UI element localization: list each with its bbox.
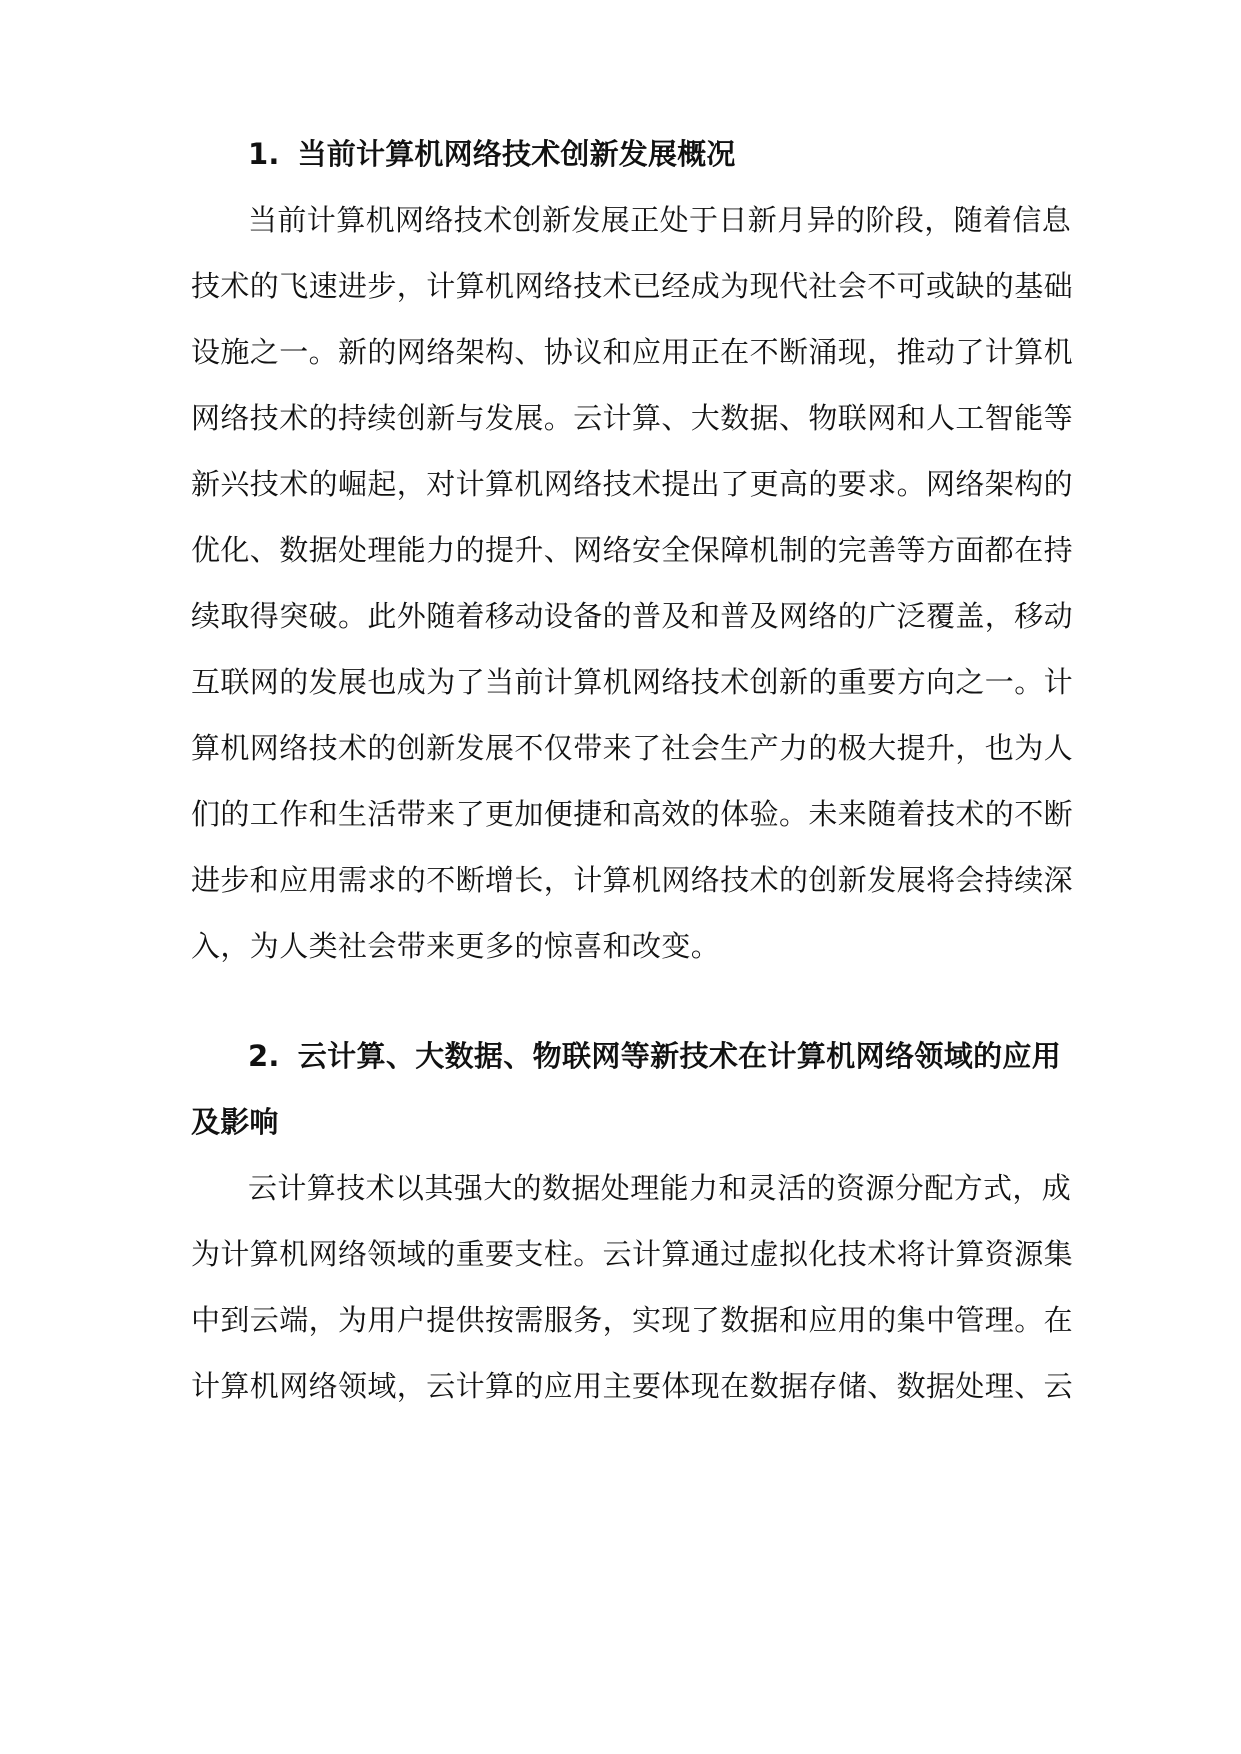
paragraph-line: 设施之一。新的网络架构、协议和应用正在不断涌现，推动了计算机 bbox=[191, 335, 1074, 369]
paragraph-line: 互联网的发展也成为了当前计算机网络技术创新的重要方向之一。计 bbox=[191, 665, 1074, 699]
paragraph-line: 为计算机网络领域的重要支柱。云计算通过虚拟化技术将计算资源集 bbox=[191, 1237, 1074, 1271]
paragraph-line: 算机网络技术的创新发展不仅带来了社会生产力的极大提升，也为人 bbox=[191, 731, 1074, 765]
paragraph-line: 计算机网络领域，云计算的应用主要体现在数据存储、数据处理、云 bbox=[191, 1369, 1074, 1403]
section-1-heading bbox=[248, 132, 1061, 176]
paragraph-line: 网络技术的持续创新与发展。云计算、大数据、物联网和人工智能等 bbox=[191, 401, 1074, 435]
section-2-title-line-1: 云计算、大数据、物联网等新技术在计算机网络领域的应用 bbox=[297, 1039, 1061, 1073]
paragraph-line: 新兴技术的崛起，对计算机网络技术提出了更高的要求。网络架构的 bbox=[191, 467, 1074, 501]
paragraph-line: 技术的飞速进步，计算机网络技术已经成为现代社会不可或缺的基础 bbox=[191, 269, 1074, 303]
section-2-number: 2. bbox=[248, 1039, 280, 1073]
paragraph-line: 续取得突破。此外随着移动设备的普及和普及网络的广泛覆盖，移动 bbox=[191, 599, 1074, 633]
section-1-number: 1. bbox=[248, 137, 280, 171]
paragraph-line: 优化、数据处理能力的提升、网络安全保障机制的完善等方面都在持 bbox=[191, 533, 1074, 567]
paragraph-line: 中到云端，为用户提供按需服务，实现了数据和应用的集中管理。在 bbox=[191, 1303, 1074, 1337]
section-2-heading bbox=[248, 1034, 1061, 1078]
paragraph-line-last: 入，为人类社会带来更多的惊喜和改变。 bbox=[191, 929, 721, 963]
section-2-title-line-2: 及影响 bbox=[191, 1105, 279, 1139]
paragraph-line: 们的工作和生活带来了更加便捷和高效的体验。未来随着技术的不断 bbox=[191, 797, 1074, 831]
section-1-title: 当前计算机网络技术创新发展概况 bbox=[297, 137, 736, 171]
paragraph-line: 进步和应用需求的不断增长，计算机网络技术的创新发展将会持续深 bbox=[191, 863, 1074, 897]
paragraph-line: 当前计算机网络技术创新发展正处于日新月异的阶段，随着信息 bbox=[248, 203, 1072, 237]
paragraph-line: 云计算技术以其强大的数据处理能力和灵活的资源分配方式，成 bbox=[248, 1171, 1072, 1205]
